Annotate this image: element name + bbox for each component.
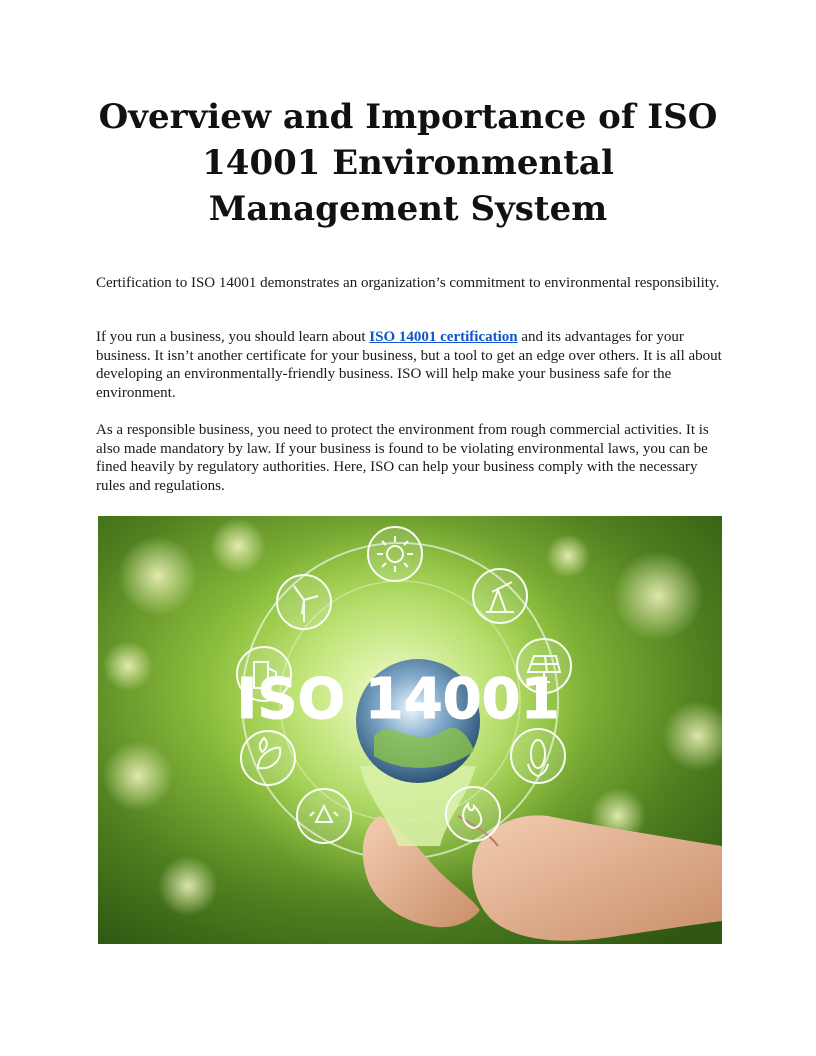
responsibility-paragraph: As a responsible business, you need to protect the environment from rough commercial activities. It is also made mandatory by law. If your business is found to be violating environmental laws, you can be fined heavily by regulatory authorities. Here, ISO can help your business comply with the necessary rules and regulations. <box>96 422 709 494</box>
water-drop-leaf-icon <box>241 731 295 785</box>
corn-icon <box>511 729 565 783</box>
recycle-icon <box>297 789 351 843</box>
iso-14001-hero-image <box>98 516 722 944</box>
iso-14001-overlay-text: ISO 14001 <box>236 667 560 732</box>
solar-panel-icon <box>517 639 571 693</box>
wind-turbine-icon <box>277 575 331 629</box>
paragraph-text-before-link: If you run a business, you should learn about <box>96 329 370 345</box>
fuel-pump-icon <box>237 647 291 701</box>
fire-icon <box>446 787 500 841</box>
paragraph-text-after-link: and its advantages for your business. It isn’t another certificate for your business, but a tool to get an edge over others. It is all about developing an environmentally-friendly business. ISO will help make your business safe for the environment. <box>96 329 722 401</box>
business-paragraph <box>96 328 722 402</box>
iso-14001-certification-link[interactable]: ISO 14001 certification <box>369 329 518 345</box>
oil-pump-icon <box>473 569 527 623</box>
page-title: Overview and Importance of ISO 14001 Environmental Management System <box>98 97 718 229</box>
intro-paragraph: Certification to ISO 14001 demonstrates an organization’s commitment to environmental responsibility. <box>96 275 720 291</box>
sun-icon <box>368 527 422 581</box>
